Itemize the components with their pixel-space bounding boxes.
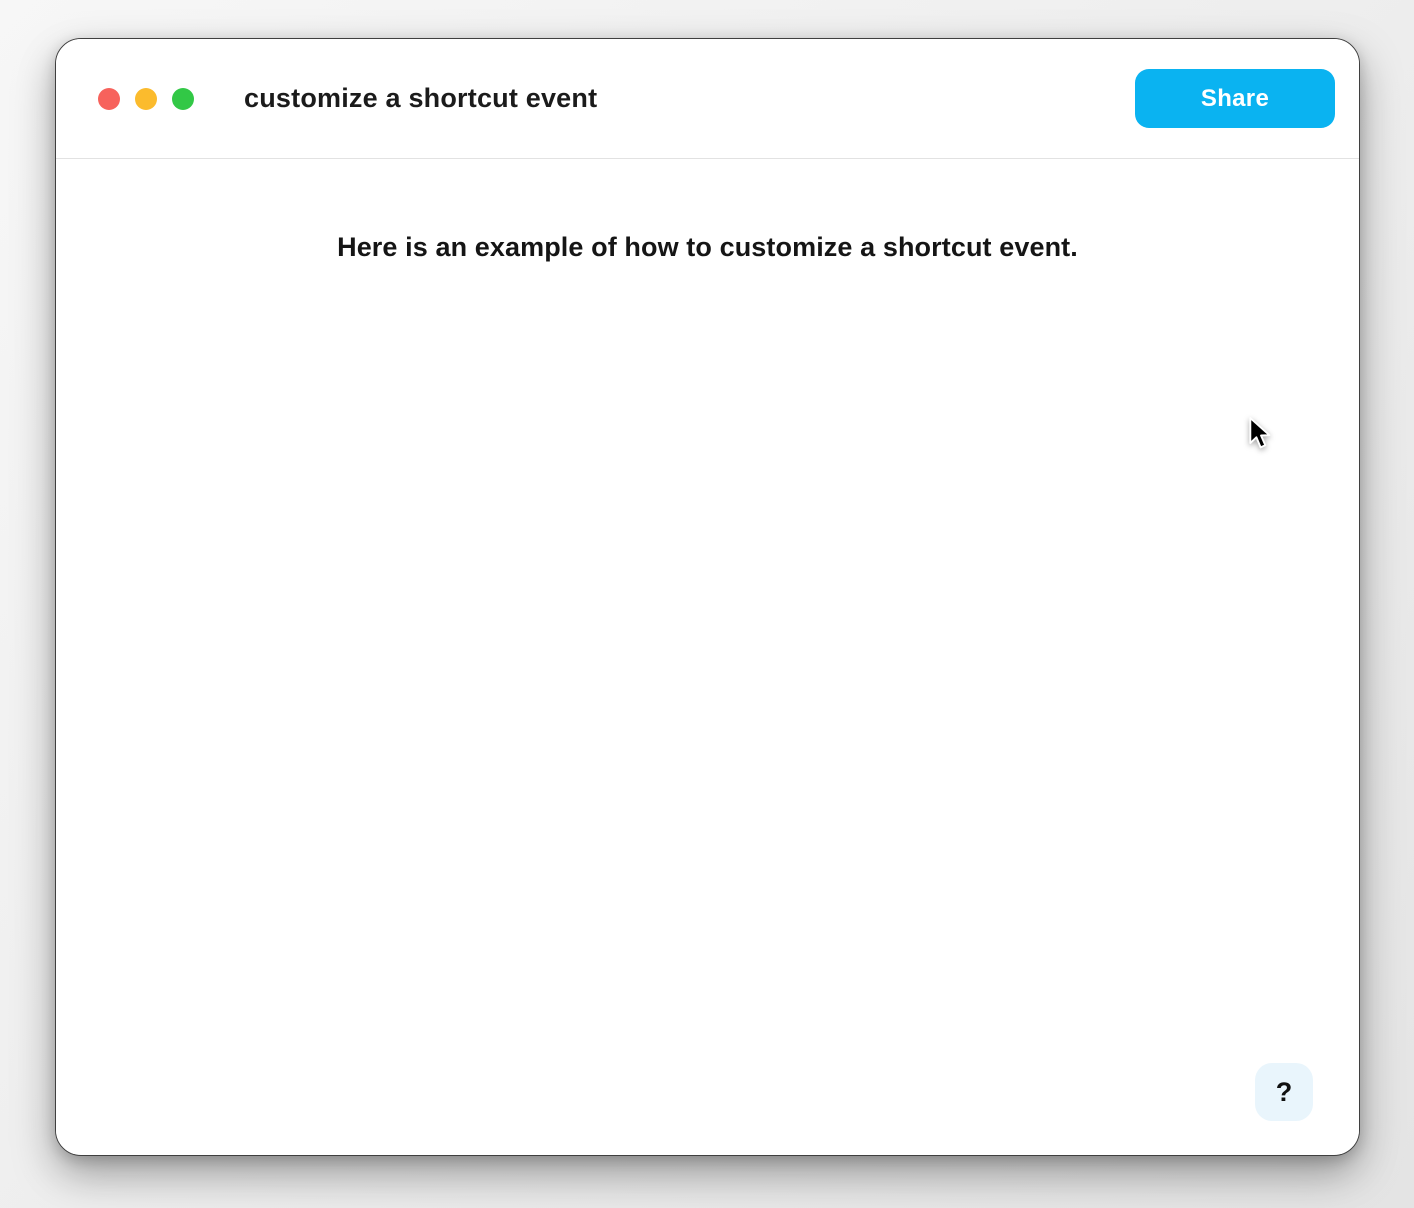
help-button[interactable]: ? xyxy=(1255,1063,1313,1121)
window-title: customize a shortcut event xyxy=(244,83,598,113)
app-window xyxy=(55,38,1360,1156)
zoom-button[interactable] xyxy=(172,88,194,110)
share-button[interactable]: Share xyxy=(1135,69,1335,128)
window-body xyxy=(56,159,1359,1154)
close-button[interactable] xyxy=(98,88,120,110)
titlebar xyxy=(56,39,1359,159)
minimize-button[interactable] xyxy=(135,88,157,110)
traffic-lights xyxy=(98,88,194,110)
body-message: Here is an example of how to customize a shortcut event. xyxy=(337,232,1078,262)
